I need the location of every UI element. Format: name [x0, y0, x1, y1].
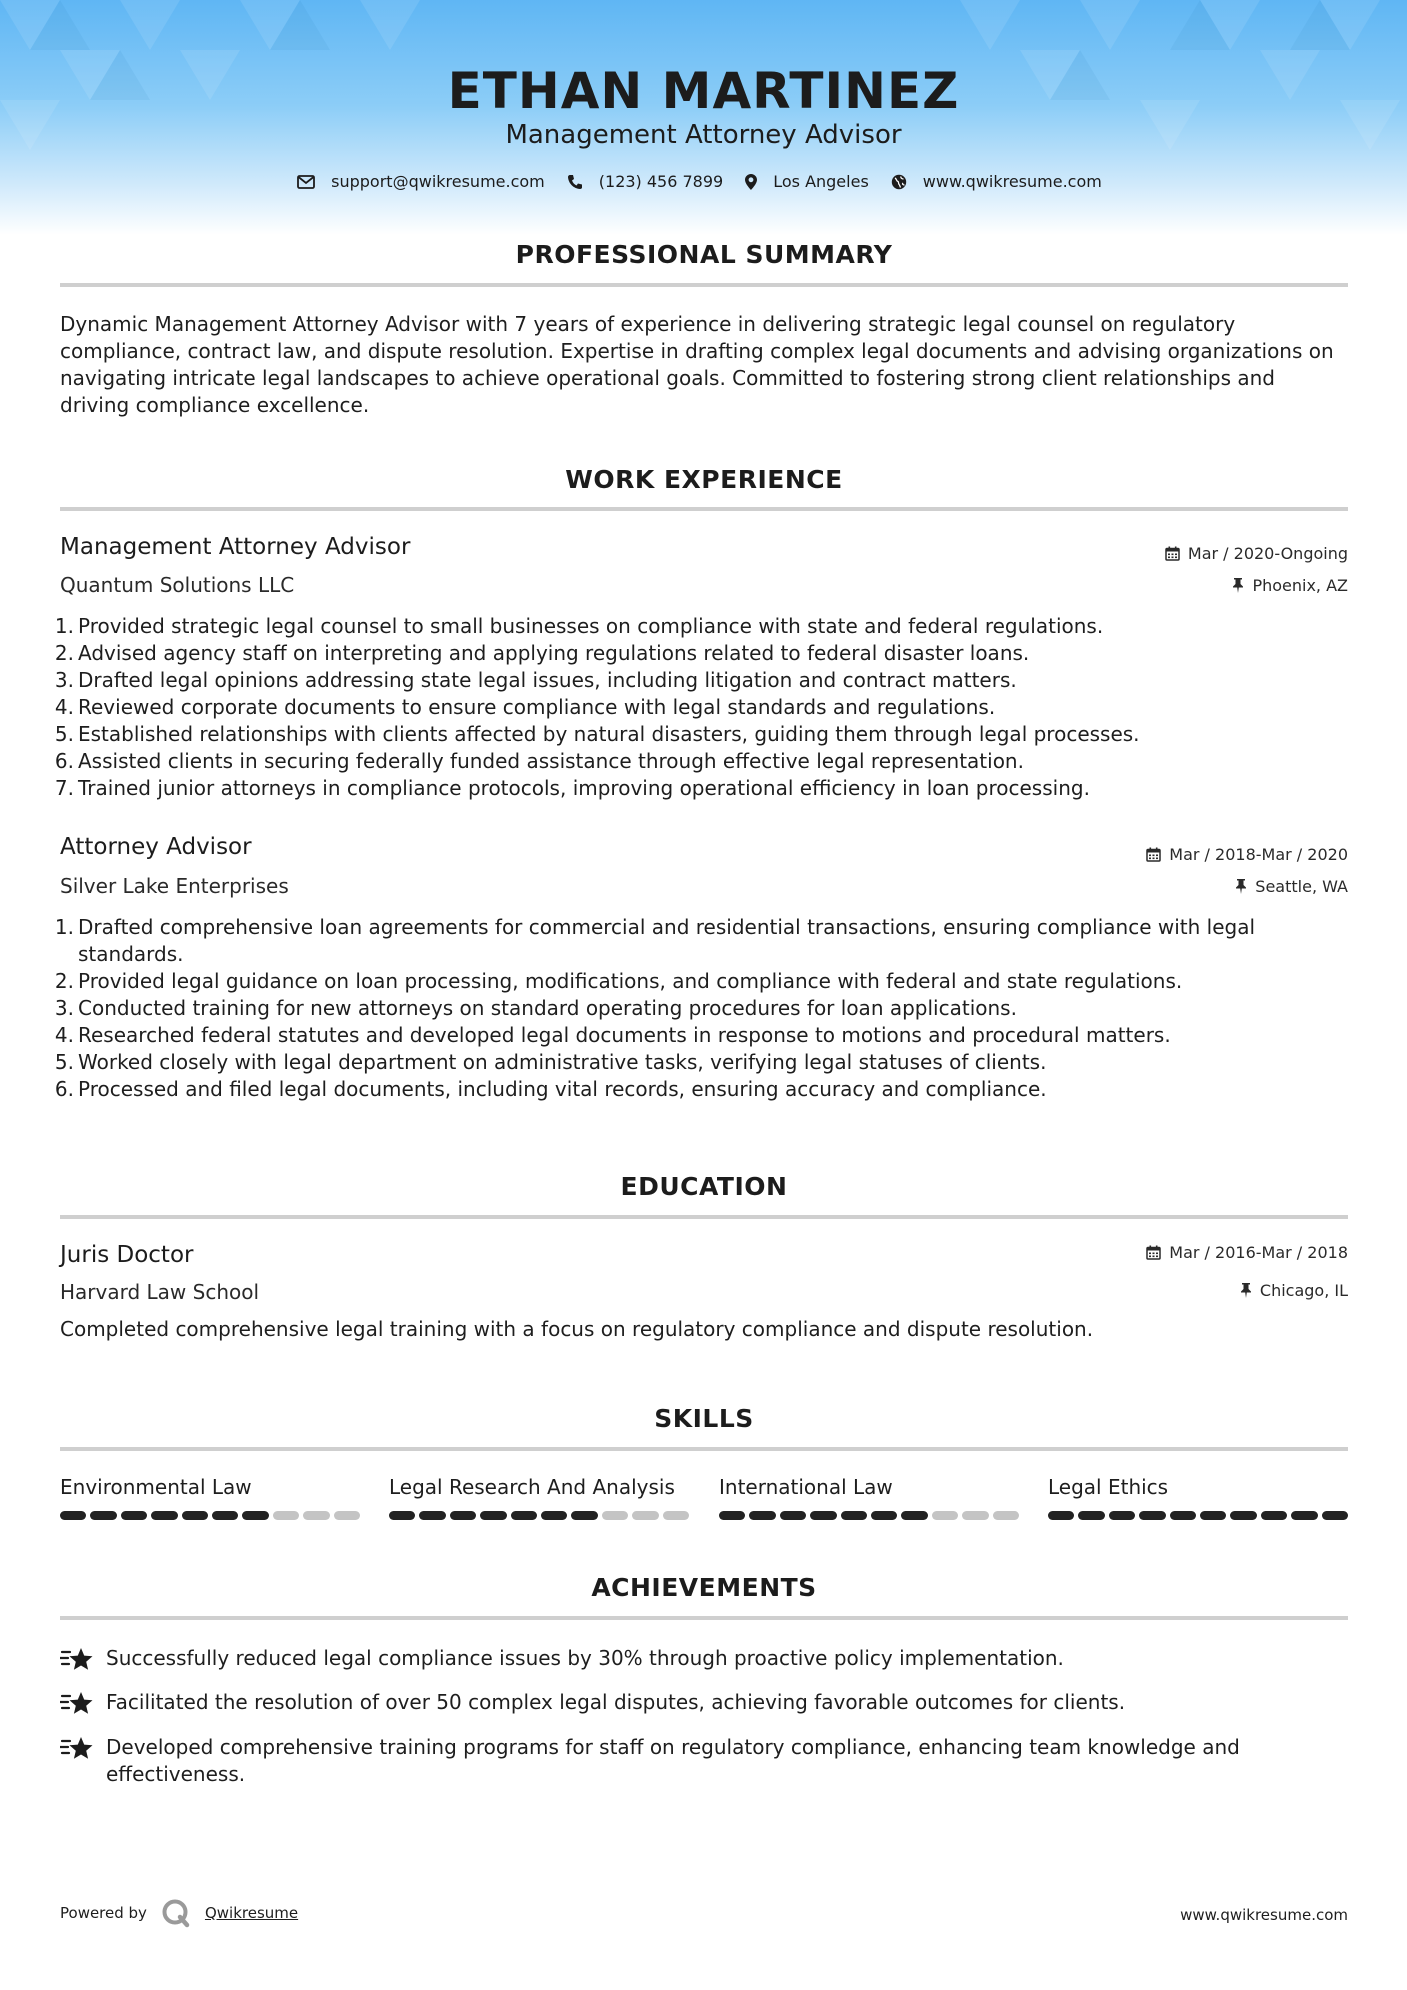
job-responsibilities	[52, 914, 1348, 1103]
skill-segment-filled	[780, 1511, 806, 1520]
achievement-item	[60, 1734, 1348, 1788]
skill-segment-empty	[962, 1511, 988, 1520]
candidate-role: Management Attorney Advisor	[505, 120, 902, 150]
qwikresume-logo-icon	[161, 1898, 191, 1928]
globe-icon	[891, 174, 907, 190]
job-location-text: Phoenix, AZ	[1252, 576, 1348, 595]
pushpin-icon	[1235, 879, 1247, 894]
summary-divider	[60, 283, 1348, 287]
job-dates	[1146, 845, 1348, 864]
skill-segment-filled	[871, 1511, 897, 1520]
skill-segment-filled	[121, 1511, 147, 1520]
education-dates	[1146, 1243, 1348, 1262]
contact-bar	[0, 172, 1407, 191]
job-dates-text: Mar / 2020-Ongoing	[1187, 544, 1348, 563]
job-title: Management Attorney Advisor	[60, 534, 411, 560]
skill-item	[719, 1475, 1019, 1520]
skill-segment-filled	[511, 1511, 537, 1520]
contact-website[interactable]	[891, 172, 1102, 191]
contact-location	[745, 172, 869, 191]
education-location-text: Chicago, IL	[1259, 1281, 1348, 1300]
list-item: 6. Processed and filed legal documents, including vital records, ensuring accuracy and compliance.	[54, 1077, 1047, 1101]
skill-segment-filled	[901, 1511, 927, 1520]
envelope-icon	[297, 175, 315, 189]
education-heading: EDUCATION	[620, 1172, 788, 1201]
phone-text: (123) 456 7899	[598, 172, 724, 191]
powered-by-label: Powered by	[60, 1904, 147, 1922]
skill-level-bar	[389, 1511, 689, 1520]
calendar-icon	[1146, 847, 1161, 862]
achievement-text: Facilitated the resolution of over 50 complex legal disputes, achieving favorable outcomes for clients.	[106, 1690, 1126, 1714]
skill-segment-empty	[273, 1511, 299, 1520]
skill-segment-filled	[60, 1511, 86, 1520]
list-item: 7. Trained junior attorneys in compliance protocols, improving operational efficiency in loan processing.	[54, 776, 1090, 800]
achievement-text: Successfully reduced legal compliance issues by 30% through proactive policy implementation.	[106, 1646, 1064, 1670]
skill-name: Legal Research And Analysis	[389, 1475, 675, 1499]
qwikresume-link[interactable]: Qwikresume	[204, 1904, 299, 1922]
skill-segment-filled	[182, 1511, 208, 1520]
skill-name: Legal Ethics	[1048, 1475, 1169, 1499]
job-dates-text: Mar / 2018-Mar / 2020	[1169, 845, 1348, 864]
list-item: 4. Researched federal statutes and developed legal documents in response to motions and procedural matters.	[54, 1023, 1171, 1047]
skill-segment-filled	[389, 1511, 415, 1520]
skill-segment-filled	[541, 1511, 567, 1520]
skill-name: International Law	[719, 1475, 893, 1499]
skill-segment-filled	[571, 1511, 597, 1520]
star-icon	[60, 1689, 106, 1721]
contact-email[interactable]	[297, 172, 545, 191]
phone-icon	[567, 174, 583, 190]
map-marker-icon	[745, 174, 757, 190]
list-item: 3. Conducted training for new attorneys on standard operating procedures for loan applications.	[54, 996, 1017, 1020]
footer-powered-by	[60, 1898, 298, 1928]
experience-heading: WORK EXPERIENCE	[565, 465, 843, 494]
education-dates-text: Mar / 2016-Mar / 2018	[1169, 1243, 1348, 1262]
job-responsibilities	[52, 613, 1348, 802]
skill-segment-filled	[480, 1511, 506, 1520]
list-item: 1. Provided strategic legal counsel to small businesses on compliance with state and federal regulations.	[54, 614, 1104, 638]
skill-segment-filled	[1200, 1511, 1226, 1520]
skill-level-bar	[60, 1511, 360, 1520]
footer-website[interactable]: www.qwikresume.com	[1180, 1906, 1348, 1924]
calendar-icon	[1146, 1245, 1161, 1260]
skill-segment-filled	[1048, 1511, 1074, 1520]
skill-segment-empty	[932, 1511, 958, 1520]
skill-segment-filled	[1261, 1511, 1287, 1520]
experience-divider	[60, 507, 1348, 511]
website-text: www.qwikresume.com	[922, 172, 1102, 191]
degree-title: Juris Doctor	[60, 1242, 194, 1268]
summary-heading: PROFESSIONAL SUMMARY	[515, 240, 893, 269]
skill-segment-filled	[242, 1511, 268, 1520]
education-divider	[60, 1215, 1348, 1219]
skill-segment-filled	[90, 1511, 116, 1520]
location-text: Los Angeles	[773, 172, 869, 191]
job-location	[1232, 576, 1348, 595]
skill-segment-filled	[212, 1511, 238, 1520]
list-item: 2. Provided legal guidance on loan processing, modifications, and compliance with federal and state regulations.	[54, 969, 1183, 993]
skill-level-bar	[719, 1511, 1019, 1520]
skill-segment-empty	[602, 1511, 628, 1520]
star-icon	[60, 1734, 106, 1766]
job-dates	[1165, 544, 1348, 563]
skill-segment-filled	[1230, 1511, 1256, 1520]
summary-text: Dynamic Management Attorney Advisor with 7 years of experience in delivering strategic legal counsel on regulatory compliance, contract law, and dispute resolution. Expertise in drafting complex legal documents and advising organizations on navigating intricate legal landscapes to achieve operational goals. Committed to fostering strong client relationships and driving compliance excellence.	[60, 312, 1334, 417]
skill-segment-empty	[993, 1511, 1019, 1520]
skill-segment-filled	[419, 1511, 445, 1520]
skill-segment-filled	[1170, 1511, 1196, 1520]
skill-segment-filled	[1322, 1511, 1348, 1520]
skill-segment-filled	[1139, 1511, 1165, 1520]
education-description: Completed comprehensive legal training with a focus on regulatory compliance and dispute resolution.	[60, 1317, 1094, 1341]
skill-segment-empty	[663, 1511, 689, 1520]
job-location-text: Seattle, WA	[1255, 877, 1348, 896]
skill-segment-empty	[632, 1511, 658, 1520]
resume-header	[0, 0, 1407, 235]
job-company: Quantum Solutions LLC	[60, 573, 295, 597]
list-item: 5. Established relationships with clients affected by natural disasters, guiding them through legal processes.	[54, 722, 1140, 746]
list-item: 5. Worked closely with legal department on administrative tasks, verifying legal statuses of clients.	[54, 1050, 1047, 1074]
skill-segment-filled	[719, 1511, 745, 1520]
skill-segment-filled	[1109, 1511, 1135, 1520]
education-location	[1240, 1281, 1348, 1300]
skill-item	[60, 1475, 360, 1520]
skill-segment-filled	[749, 1511, 775, 1520]
list-item: 6. Assisted clients in securing federally funded assistance through effective legal representation.	[54, 749, 1024, 773]
list-item: 3. Drafted legal opinions addressing state legal issues, including litigation and contract matters.	[54, 668, 1017, 692]
achievement-item	[60, 1689, 1348, 1721]
list-item: 2. Advised agency staff on interpreting and applying regulations related to federal disaster loans.	[54, 641, 1030, 665]
skill-segment-empty	[334, 1511, 360, 1520]
skill-level-bar	[1048, 1511, 1348, 1520]
job-title: Attorney Advisor	[60, 834, 252, 860]
job-company: Silver Lake Enterprises	[60, 874, 289, 898]
skill-segment-empty	[303, 1511, 329, 1520]
pushpin-icon	[1240, 1283, 1252, 1298]
achievements-heading: ACHIEVEMENTS	[591, 1573, 817, 1602]
skill-name: Environmental Law	[60, 1475, 252, 1499]
email-text: support@qwikresume.com	[331, 172, 545, 191]
job-location	[1235, 877, 1348, 896]
calendar-icon	[1165, 546, 1180, 561]
skill-segment-filled	[151, 1511, 177, 1520]
skill-segment-filled	[1291, 1511, 1317, 1520]
pushpin-icon	[1232, 578, 1244, 593]
skill-segment-filled	[841, 1511, 867, 1520]
school-name: Harvard Law School	[60, 1280, 260, 1304]
list-item: 4. Reviewed corporate documents to ensure compliance with legal standards and regulations.	[54, 695, 996, 719]
star-icon	[60, 1645, 106, 1677]
achievement-text: Developed comprehensive training programs for staff on regulatory compliance, enhancing team knowledge and effectiveness.	[106, 1735, 1240, 1786]
achievements-divider	[60, 1616, 1348, 1620]
skill-item	[389, 1475, 689, 1520]
skill-segment-filled	[450, 1511, 476, 1520]
skill-item	[1048, 1475, 1348, 1520]
skill-segment-filled	[810, 1511, 836, 1520]
contact-phone[interactable]	[567, 172, 723, 191]
list-item: 1. Drafted comprehensive loan agreements for commercial and residential transactions, ensuring compliance with legal standards.	[54, 915, 1256, 966]
skills-heading: SKILLS	[654, 1404, 754, 1433]
skill-segment-filled	[1078, 1511, 1104, 1520]
skills-divider	[60, 1447, 1348, 1451]
achievement-item	[60, 1645, 1348, 1677]
candidate-name: ETHAN MARTINEZ	[447, 62, 960, 120]
